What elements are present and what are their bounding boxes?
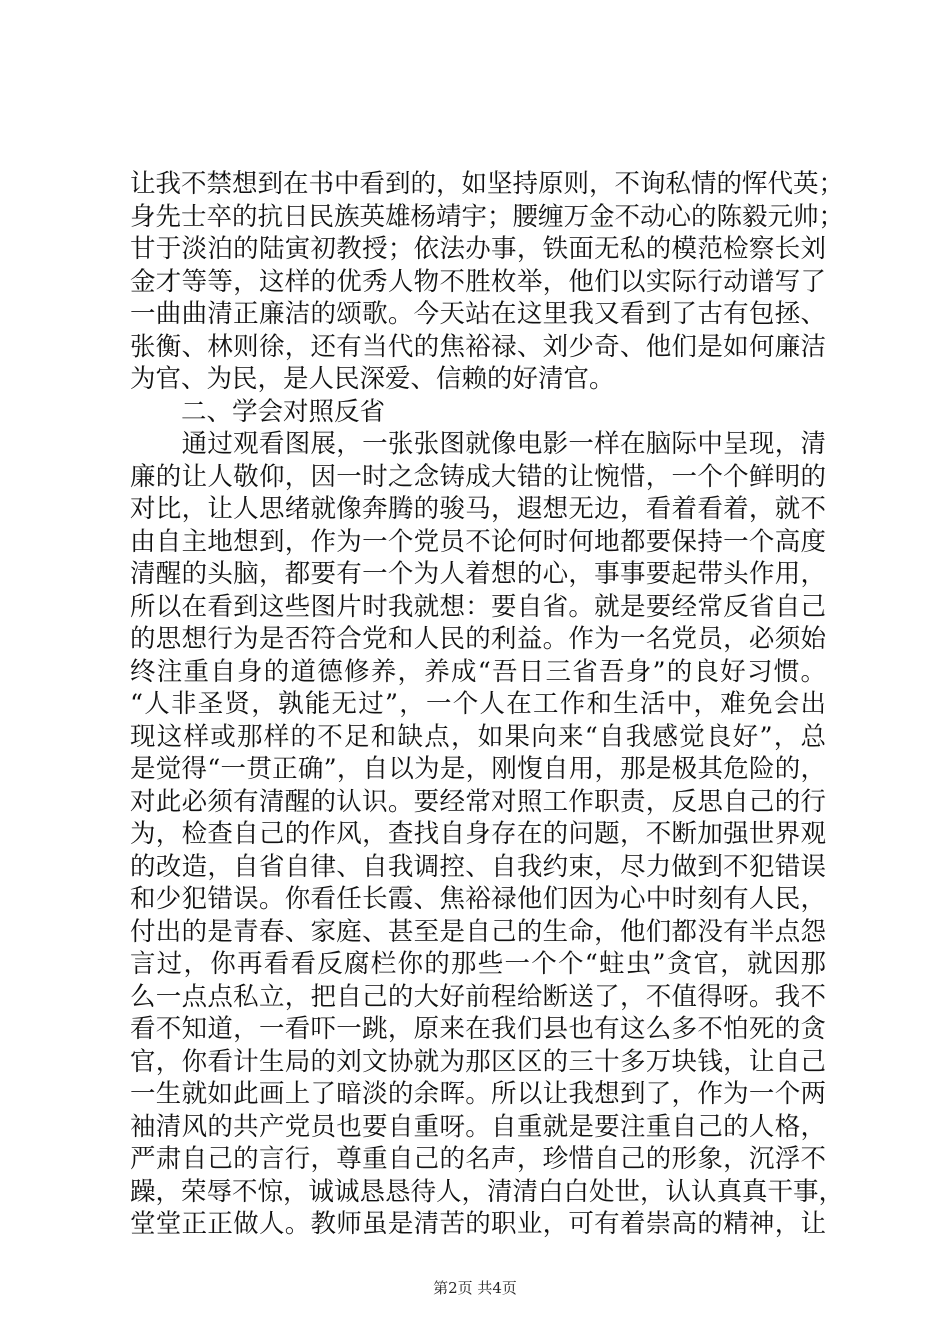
text-line: 严肃自己的言行，尊重自己的名声，珍惜自己的形象，沉浮不 <box>130 1144 826 1174</box>
text-line: 张衡、林则徐，还有当代的焦裕禄、刘少奇、他们是如何廉洁 <box>130 331 826 362</box>
text-line: 躁，荣辱不惊，诚诚恳恳待人，清清白白处世，认认真真干事， <box>130 1176 845 1207</box>
text-line: 一曲曲清正廉洁的颂歌。今天站在这里我又看到了古有包拯、 <box>130 299 826 329</box>
text-line: 现这样或那样的不足和缺点，如果向来“自我感觉良好”，总 <box>130 721 826 752</box>
text-line: 官，你看计生局的刘文协就为那区区的三十多万块钱，让自己 <box>130 1046 826 1077</box>
text-line: 让我不禁想到在书中看到的，如坚持原则，不询私情的恽代英； <box>130 169 845 199</box>
text-line: 金才等等，这样的优秀人物不胜枚举，他们以实际行动谱写了 <box>130 266 826 297</box>
text-line: 所以在看到这些图片时我就想：要自省。就是要经常反省自己 <box>130 591 826 622</box>
text-line: 的改造，自省自律、自我调控、自我约束，尽力做到不犯错误 <box>130 851 826 882</box>
text-line: 由自主地想到，作为一个党员不论何时何地都要保持一个高度 <box>130 526 826 557</box>
section-heading: 二、学会对照反省 <box>130 396 386 427</box>
text-line: 的思想行为是否符合党和人民的利益。作为一名党员，必须始 <box>130 624 826 654</box>
text-line: 清醒的头脑，都要有一个为人着想的心，事事要起带头作用， <box>130 559 826 589</box>
text-line: 为官、为民，是人民深爱、信赖的好清官。 <box>130 364 615 394</box>
text-line: 付出的是青春、家庭、甚至是自己的生命，他们都没有半点怨 <box>130 916 826 947</box>
text-line: 为，检查自己的作风，查找自身存在的问题，不断加强世界观 <box>130 819 826 849</box>
text-line: 对比，让人思绪就像奔腾的骏马，遐想无边，看着看着，就不 <box>130 494 826 524</box>
text-line: 么一点点私立，把自己的大好前程给断送了，不值得呀。我不 <box>130 981 826 1012</box>
text-line: “人非圣贤，孰能无过”，一个人在工作和生活中，难免会出 <box>130 689 826 719</box>
text-line: 看不知道，一看吓一跳，原来在我们县也有这么多不怕死的贪 <box>130 1014 826 1044</box>
text-line: 是觉得“一贯正确”，自以为是，刚愎自用，那是极其危险的， <box>130 754 826 784</box>
text-line: 廉的让人敬仰，因一时之念铸成大错的让惋惜，一个个鲜明的 <box>130 461 826 492</box>
text-line: 一生就如此画上了暗淡的余晖。所以让我想到了，作为一个两 <box>130 1079 826 1109</box>
text-line: 身先士卒的抗日民族英雄杨靖宇；腰缠万金不动心的陈毅元帅； <box>130 201 845 232</box>
text-line: 通过观看图展，一张张图就像电影一样在脑际中呈现，清 <box>130 429 826 459</box>
text-line: 袖清风的共产党员也要自重呀。自重就是要注重自己的人格， <box>130 1111 826 1142</box>
body-text <box>130 168 845 1241</box>
text-line: 终注重自身的道德修养，养成“吾日三省吾身”的良好习惯。 <box>130 656 826 687</box>
text-line: 对此必须有清醒的认识。要经常对照工作职责，反思自己的行 <box>130 786 826 817</box>
text-line: 言过，你再看看反腐栏你的那些一个个“蛀虫”贪官，就因那 <box>130 949 826 979</box>
text-line: 和少犯错误。你看任长霞、焦裕禄他们因为心中时刻有人民， <box>130 884 826 914</box>
page-number-footer: 第2页 共4页 <box>433 1279 517 1297</box>
text-line: 甘于淡泊的陆寅初教授；依法办事，铁面无私的模范检察长刘 <box>130 234 826 264</box>
text-line: 堂堂正正做人。教师虽是清苦的职业，可有着崇高的精神，让 <box>130 1209 826 1239</box>
